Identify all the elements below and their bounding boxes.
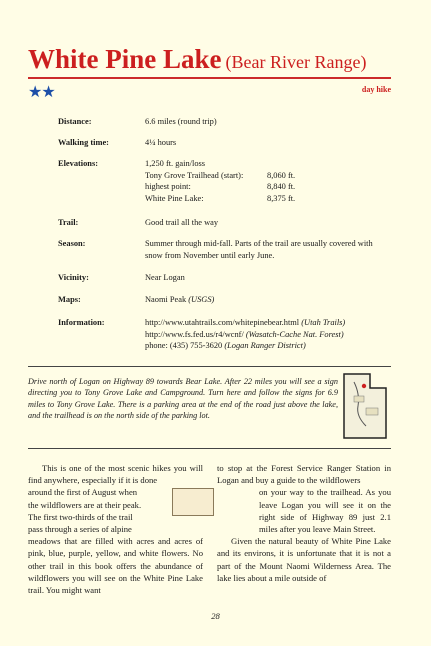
hike-subtitle: (Bear River Range)	[225, 52, 367, 72]
title-rule	[28, 77, 391, 79]
elevations-value	[145, 158, 390, 204]
utahtrails-link[interactable]: http://www.utahtrails.com/whitepinebear.html	[145, 318, 300, 327]
maps-value: Naomi Peak (USGS)	[145, 295, 215, 304]
maps-label: Maps:	[58, 295, 81, 304]
body-text: meadows that are filled with acres and acres of pink, blue, purple, yellow, and white flowers. No other trail in this book offers the abundance of wildflowers you will see on the White Pine Lake trail. You might want	[28, 536, 203, 596]
elevations-label: Elevations:	[58, 159, 99, 168]
body-text-wrap: around the first of August when the wildflowers are at their peak. The first two-thirds of the trail pass through a series of alpine	[28, 487, 142, 535]
vicinity-value: Near Logan	[145, 273, 185, 282]
vicinity-label: Vicinity:	[58, 273, 89, 282]
elevation-row: Tony Grove Trailhead (start): 8,060 ft.	[145, 170, 296, 180]
elevation-row: highest point: 8,840 ft.	[145, 182, 296, 191]
page-number: 28	[211, 611, 220, 621]
ranger-phone: phone: (435) 755-3620	[145, 341, 223, 350]
information-value: http://www.utahtrails.com/whitepinebear.html (Utah Trails) http://www.fs.fed.us/r4/wcnf/ (Wasatch-Cache Nat. Forest) phone: (435) 755-3620 (Logan Ranger District)	[145, 318, 346, 350]
distance-value: 6.6 miles (round trip)	[145, 117, 217, 126]
forest-service-link[interactable]: http://www.fs.fed.us/r4/wcnf/	[145, 329, 244, 339]
utah-map-icon	[340, 372, 390, 440]
hike-title: White Pine Lake	[28, 44, 222, 74]
elevation-gain: 1,250 ft. gain/loss	[145, 159, 206, 168]
information-label: Information:	[58, 318, 105, 327]
page-title	[28, 44, 408, 75]
driving-directions: Drive north of Logan on Highway 89 towards Bear Lake. After 22 miles you will see a sign directing you to Tony Grove Lake and Campground. Turn here and follow the signs for 6.9 miles to Tony Grove Lake. There is a parking area at the end of the road just above the lake, and the trailhead is on the north side of the parking lot.	[28, 377, 338, 421]
directions-top-rule	[28, 366, 391, 367]
season-value: Summer through mid-fall. Parts of the trail are usually covered with snow from November until early June.	[145, 239, 373, 260]
walking-label: Walking time:	[58, 138, 109, 147]
body-column-left	[28, 462, 203, 596]
body-text: on your way to the trailhead. As you leave Logan you will see it on the right side of Highway 89 just 2.1 miles after you leave Main Street.	[259, 487, 391, 535]
directions-bottom-rule	[28, 448, 391, 449]
body-text: This is one of the most scenic hikes you will find anywhere, especially if it is done	[28, 463, 203, 486]
body-text: Given the natural beauty of White Pine Lake and its environs, it is unfortunate that it is not a part of the Mount Naomi Wilderness Area. The lake lies about a mile outside of	[217, 536, 391, 583]
distance-label: Distance:	[58, 117, 92, 126]
rating-stars-icon: ★★	[28, 84, 55, 101]
trail-value: Good trail all the way	[145, 218, 219, 227]
trail-label: Trail:	[58, 218, 79, 227]
body-text: to stop at the Forest Service Ranger Station in Logan and buy a guide to the wildflowers	[217, 463, 391, 486]
season-label: Season:	[58, 239, 86, 248]
elevation-row: White Pine Lake: 8,375 ft.	[145, 193, 296, 203]
photo-placeholder	[172, 488, 214, 516]
walking-value: 4¼ hours	[145, 138, 177, 147]
body-column-right	[217, 462, 391, 584]
hike-category: day hike	[361, 85, 391, 94]
